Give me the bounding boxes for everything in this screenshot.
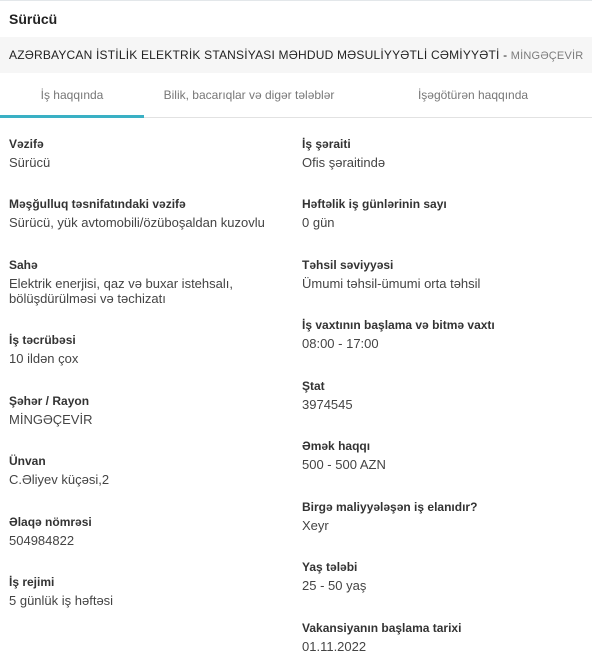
field-value: MİNGƏÇEVİR: [9, 412, 93, 427]
tab-bar: [0, 73, 592, 118]
field-label: Əmək haqqı: [302, 439, 371, 453]
field-salary: [302, 439, 587, 472]
tab-about-employer[interactable]: İşəgötürən haqqında: [417, 88, 529, 102]
field-label: Birgə maliyyələşən iş elanıdır?: [302, 500, 478, 514]
field-staff: [302, 379, 587, 412]
field-value: 5 günlük iş həftəsi: [9, 593, 114, 608]
field-label: Məşğulluq təsnifatındaki vəzifə: [9, 197, 186, 211]
field-value: C.Əliyev küçəsi,2: [9, 472, 110, 487]
field-label: Təhsil səviyyəsi: [302, 258, 394, 272]
field-label: Yaş tələbi: [302, 560, 358, 574]
field-cofinanced: [302, 500, 587, 533]
field-value: Xeyr: [302, 518, 329, 533]
field-label: Vəzifə: [9, 137, 44, 151]
field-value: 504984822: [9, 533, 75, 548]
field-age-requirement: [302, 560, 587, 593]
field-label: Həftəlik iş günlərinin sayı: [302, 197, 447, 211]
tab-about-job[interactable]: İş haqqında: [40, 88, 104, 102]
field-value: 25 - 50 yaş: [302, 578, 367, 593]
field-value: 3974545: [302, 397, 353, 412]
field-value: Ofis şəraitində: [302, 155, 386, 170]
field-value: 01.11.2022: [302, 639, 367, 654]
field-education-level: [302, 258, 587, 291]
field-label: İş şəraiti: [302, 137, 351, 151]
field-work-hours: [302, 318, 587, 351]
field-label: Əlaqə nömrəsi: [9, 515, 92, 529]
company-bar: [0, 37, 592, 73]
field-address: [9, 454, 289, 487]
field-label: Vakansiyanın başlama tarixi: [302, 621, 462, 635]
field-experience: [9, 333, 289, 366]
company-city: MİNGƏÇEVİR: [510, 50, 584, 62]
field-label: Sahə: [9, 258, 38, 272]
field-label: Ştat: [302, 379, 325, 393]
field-work-mode: [9, 575, 289, 608]
field-label: Ünvan: [9, 454, 46, 468]
field-value: 08:00 - 17:00: [302, 336, 379, 351]
field-classification-position: [9, 197, 289, 230]
tab-skills-requirements[interactable]: Bilik, bacarıqlar və digər tələblər: [163, 88, 335, 102]
field-value: 0 gün: [302, 215, 335, 230]
field-city-district: [9, 394, 289, 427]
field-label: İş rejimi: [9, 575, 55, 589]
field-weekly-workdays: [302, 197, 587, 230]
field-vacancy-start-date: [302, 621, 587, 654]
field-contact-number: [9, 515, 289, 548]
field-sector: [9, 258, 289, 306]
field-label: Şəhər / Rayon: [9, 394, 90, 408]
company-separator: -: [499, 48, 511, 62]
company-name: AZƏRBAYCAN İSTİLİK ELEKTRİK STANSİYASI MƏHDUD MƏSULİYYƏTLİ CƏMİYYƏTİ: [9, 48, 500, 62]
field-value: 500 - 500 AZN: [302, 457, 386, 472]
field-value: Sürücü, yük avtomobili/özüboşaldan kuzovlu: [9, 215, 265, 230]
active-tab-indicator: [0, 115, 144, 118]
field-work-conditions: [302, 137, 587, 170]
field-position: [9, 137, 289, 170]
field-value: Ümumi təhsil-ümumi orta təhsil: [302, 276, 481, 291]
field-value: Sürücü: [9, 155, 51, 170]
field-value: 10 ildən çox: [9, 351, 79, 366]
page-title: Sürücü: [9, 11, 58, 27]
field-label: İş vaxtının başlama və bitmə vaxtı: [302, 318, 495, 332]
field-label: İş təcrübəsi: [9, 333, 76, 347]
field-value: Elektrik enerjisi, qaz və buxar istehsalı, bölüşdürülməsi və təchizatı: [9, 276, 233, 306]
